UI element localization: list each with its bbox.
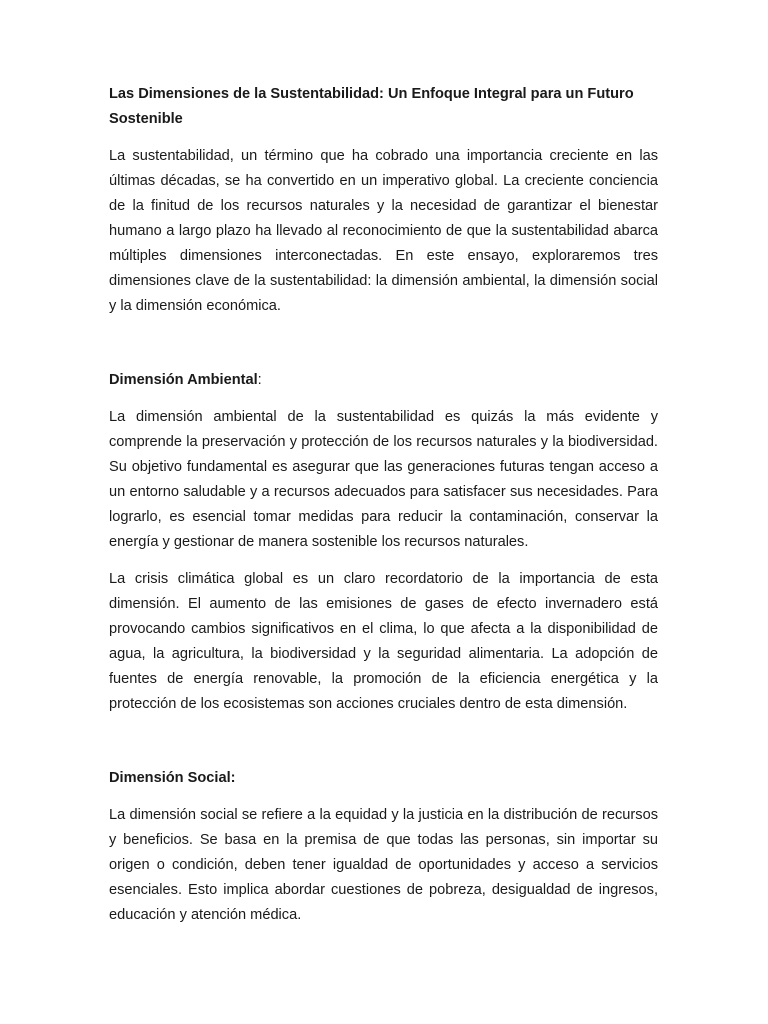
section-heading-environmental-text: Dimensión Ambiental: [109, 372, 258, 388]
section-spacer: [109, 331, 658, 368]
section-heading-environmental: [109, 368, 658, 393]
section-heading-social: [109, 766, 658, 791]
section-spacer: [109, 729, 658, 766]
environmental-paragraph-2: La crisis climática global es un claro recordatorio de la importancia de esta dimensión. El aumento de las emisiones de gases de efecto invernadero está provocando cambios significativos en el clima, lo que afecta a la disponibilidad de agua, la agricultura, la biodiversidad y la seguridad alimentaria. La adopción de fuentes de energía renovable, la promoción de la eficiencia energética y la protección de los ecosistemas son acciones cruciales dentro de esta dimensión.: [109, 571, 658, 712]
section-heading-environmental-colon: :: [257, 372, 262, 388]
document-title: Las Dimensiones de la Sustentabilidad: Un Enfoque Integral para un Futuro Sostenible: [109, 86, 634, 127]
social-paragraph-1: La dimensión social se refiere a la equidad y la justicia en la distribución de recursos y beneficios. Se basa en la premisa de que todas las personas, sin importar su origen o condición, deben tener igualdad de oportunidades y acceso a servicios esenciales. Esto implica abordar cuestiones de pobreza, desigualdad de ingresos, educación y atención médica.: [109, 807, 658, 923]
document-page: [109, 82, 658, 940]
environmental-paragraph-1: La dimensión ambiental de la sustentabilidad es quizás la más evidente y comprende la preservación y protección de los recursos naturales y la biodiversidad. Su objetivo fundamental es asegurar que las generaciones futuras tengan acceso a un entorno saludable y a recursos adecuados para satisfacer sus necesidades. Para lograrlo, es esencial tomar medidas para reducir la contaminación, conservar la energía y gestionar de manera sostenible los recursos naturales.: [109, 409, 658, 550]
section-heading-social-text: Dimensión Social:: [109, 770, 236, 786]
intro-paragraph: La sustentabilidad, un término que ha cobrado una importancia creciente en las últimas décadas, se ha convertido en un imperativo global. La creciente conciencia de la finitud de los recursos naturales y la necesidad de garantizar el bienestar humano a largo plazo ha llevado al reconocimiento de que la sustentabilidad abarca múltiples dimensiones interconectadas. En este ensayo, exploraremos tres dimensiones clave de la sustentabilidad: la dimensión ambiental, la dimensión social y la dimensión económica.: [109, 148, 658, 314]
